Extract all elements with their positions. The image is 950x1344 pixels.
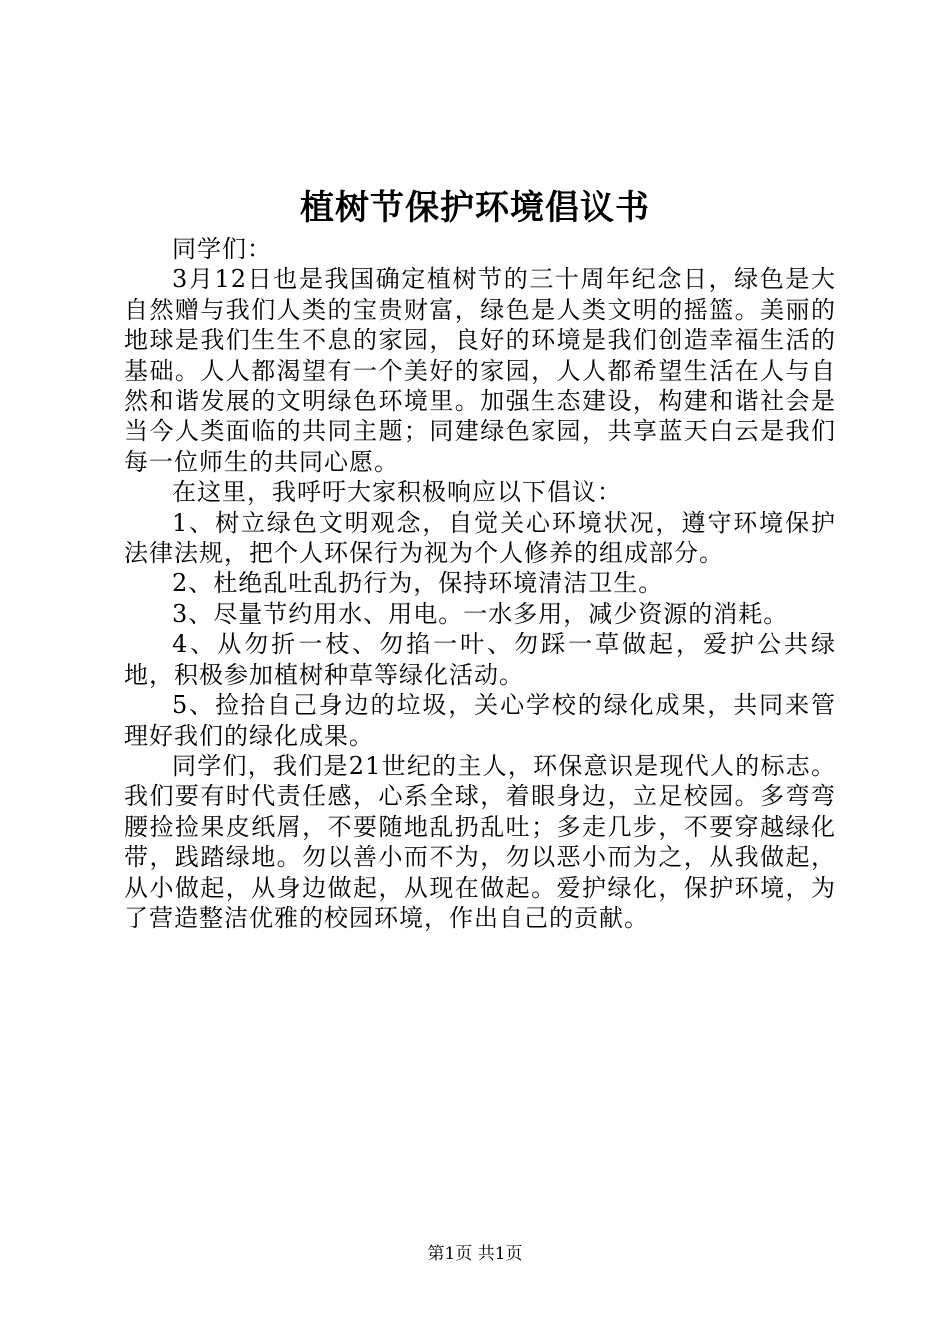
document-body xyxy=(124,234,836,933)
paragraph-intro: 3月12日也是我国确定植树节的三十周年纪念日，绿色是大自然赠与我们人类的宝贵财富，绿色是人类文明的摇篮。美丽的地球是我们生生不息的家园，良好的环境是我们创造幸福生活的基础。人人都渴望有一个美好的家园，人人都希望生活在人与自然和谐发展的文明绿色环境里。加强生态建设，构建和谐社会是当今人类面临的共同主题；同建绿色家园，共享蓝天白云是我们每一位师生的共同心愿。 xyxy=(124,265,836,476)
proposal-item-1: 1、树立绿色文明观念，自觉关心环境状况，遵守环境保护法律法规，把个人环保行为视为个人修养的组成部分。 xyxy=(124,508,836,568)
proposal-item-3: 3、尽量节约用水、用电。一水多用，减少资源的消耗。 xyxy=(172,599,789,628)
paragraph-call: 在这里，我呼吁大家积极响应以下倡议： xyxy=(172,478,622,507)
proposal-item-5: 5、捡拾自己身边的垃圾，关心学校的绿化成果，共同来管理好我们的绿化成果。 xyxy=(124,691,836,750)
proposal-item-4: 4、从勿折一枝、勿掐一叶、勿踩一草做起，爱护公共绿地，积极参加植树种草等绿化活动。 xyxy=(124,630,836,689)
salutation: 同学们： xyxy=(172,235,272,263)
page-number-footer: 第1页 共1页 xyxy=(427,1244,523,1264)
proposal-item-2: 2、杜绝乱吐乱扔行为，保持环境清洁卫生。 xyxy=(172,569,664,598)
paragraph-closing: 同学们，我们是21世纪的主人，环保意识是现代人的标志。我们要有时代责任感，心系全球，着眼身边，立足校园。多弯弯腰捡捡果皮纸屑，不要随地乱扔乱吐；多走几步，不要穿越绿化带，践踏绿地。勿以善小而不为，勿以恶小而为之，从我做起，从小做起，从身边做起，从现在做起。爱护绿化，保护环境，为了营造整洁优雅的校园环境，作出自己的贡献。 xyxy=(124,751,836,932)
document-title: 植树节保护环境倡议书 xyxy=(300,188,650,228)
